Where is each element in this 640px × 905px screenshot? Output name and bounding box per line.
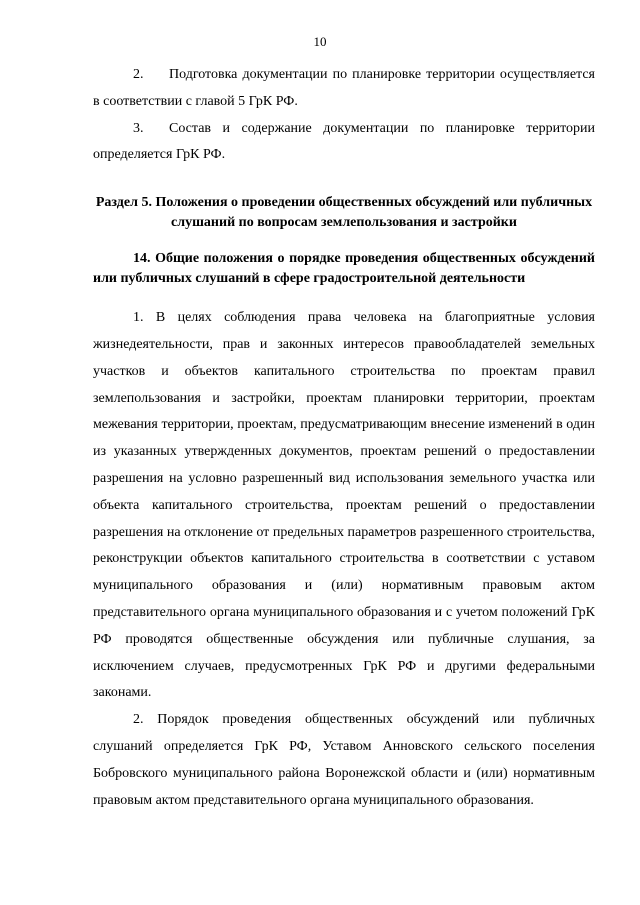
section-heading: Раздел 5. Положения о проведении общественных обсуждений или публичных слушаний по вопросам землепользования и застройки [95, 195, 593, 231]
list-item [93, 62, 595, 116]
article-paragraph: 1. В целях соблюдения права человека на благоприятные условия жизнедеятельности, прав и законных интересов правообладателей земельных участков и объектов капитального строительства по проектам правил землепользования и застройки, проектам планировки территории, проектам межевания территории, проектам, предусматривающим внесение изменений в один из указанных утвержденных документов, проектам решений о предоставлении разрешения на условно разрешенный вид использования земельного участка или объекта капитального строительства, проектам решений о предоставлении разрешения на отклонение от предельных параметров разрешенного строительства, реконструкции объектов капитального строительства в соответствии с уставом муниципального образования и (или) нормативным правовым актом представительного органа муниципального образования и с учетом положений ГрК РФ проводятся общественные обсуждения или публичные слушания, за исключением случаев, предусмотренных ГрК РФ и другими федеральными законами. [93, 310, 595, 701]
list-item [93, 116, 595, 170]
list-item-text: Подготовка документации по планировке территории осуществляется в соответствии с главой 5 ГрК РФ. [93, 67, 595, 109]
list-item-number: 2. [133, 67, 144, 82]
article-heading: 14. Общие положения о порядке проведения общественных обсуждений или публичных слушаний в сфере градостроительной деятельности [93, 251, 595, 287]
page-number: 10 [313, 34, 327, 49]
article-paragraph: 2. Порядок проведения общественных обсуждений или публичных слушаний определяется ГрК РФ, Уставом Анновского сельского поселения Бобровского муниципального района Воронежской области и (или) нормативным правовым актом представительного органа муниципального образования. [93, 712, 595, 808]
list-item-text: Состав и содержание документации по планировке территории определяется ГрК РФ. [93, 120, 595, 163]
list-item-number: 3. [133, 120, 144, 136]
document-body [93, 62, 595, 814]
